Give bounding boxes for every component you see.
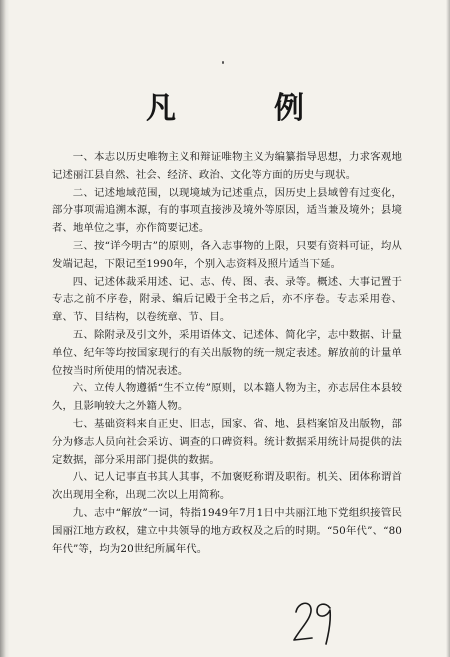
paragraph-2: 二、记述地域范围，以现境域为记述重点，因历史上县域曾有过变化，部分事项需追溯本源，有的事项直接涉及境外等原因，适当兼及境外；县境者、地单位之事，亦作简要记述。 (52, 186, 402, 235)
paragraph-7: 七、基础资料来自正史、旧志，国家、省、地、县档案馆及出版物，部分为修志人员向社会采访、调查的口碑资料。统计数据采用统计局提供的法定数据，部分采用部门提供的数据。 (52, 417, 402, 466)
paragraph-3: 三、按“详今明古”的原则，各入志事物的上限，只要有资料可证，均从发端记起，下限记至1990年，个别入志资料及照片适当下延。 (52, 239, 402, 270)
paragraph-1: 一、本志以历史唯物主义和辩证唯物主义为编纂指导思想，力求客观地记述丽江县自然、社会、经济、政治、文化等方面的历史与现状。 (52, 151, 402, 181)
paragraph-4: 四、记述体裁采用述、记、志、传、图、表、录等。概述、大事记置于专志之前不序卷，附录、编后记殿于全书之后，亦不序卷。专志采用卷、章、节、目结构，以卷统章、节、目。 (52, 275, 402, 324)
paragraph-8: 八、记人记事直书其人其事，不加褒贬称谓及职衔。机关、团体称谓首次出现用全称，出现二次以上用简称。 (52, 471, 402, 502)
paragraph-6: 六、立传人物遵循“生不立传”原则，以本籍人物为主，亦志居住本县较久，且影响较大之外籍人物。 (52, 382, 402, 413)
paragraph-9: 九、志中“解放”一词，特指1949年7月1日中共丽江地下党组织接管民国丽江地方政权，建立中共领导的地方政权及之后的时期。“50年代”、“80年代”等，均为20世纪所属年代。 (52, 506, 402, 555)
body-text (52, 149, 402, 558)
scan-speck (222, 61, 224, 64)
page-title: 凡 例 (146, 91, 338, 126)
handwritten-page-number (290, 598, 340, 646)
paragraph-5: 五、除附录及引文外，采用语体文、记述体、简化字，志中数据、计量单位、纪年等均按国家现行的有关出版物的统一规定表述。解放前的计量单位按当时所使用的情况表述。 (52, 328, 402, 377)
